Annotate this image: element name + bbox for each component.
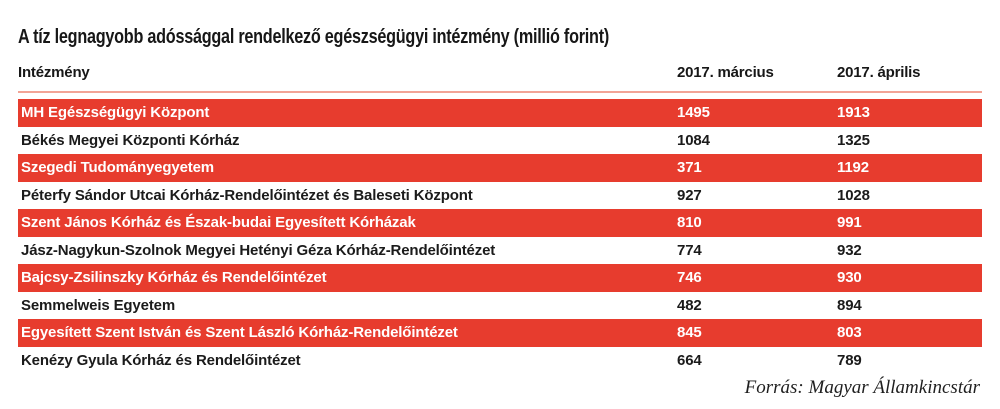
institution-name: Semmelweis Egyetem [21, 296, 176, 314]
table-header [0, 64, 1000, 82]
value-april: 803 [837, 324, 862, 341]
value-april: 1913 [837, 104, 870, 121]
table-row [18, 237, 982, 265]
institution-name: Szent János Kórház és Észak-budai Egyesített Kórházak [21, 214, 416, 231]
value-march: 482 [677, 296, 702, 314]
institution-name: Szegedi Tudományegyetem [21, 159, 214, 176]
column-header-april: 2017. április [837, 64, 921, 81]
institution-name: Bajcsy-Zsilinszky Kórház és Rendelőintézet [21, 269, 327, 286]
institution-name: MH Egészségügyi Központ [21, 104, 210, 121]
value-march: 927 [677, 186, 702, 204]
institution-name: Jász-Nagykun-Szolnok Megyei Hetényi Géza Kórház-Rendelőintézet [21, 241, 496, 259]
value-april: 932 [837, 241, 862, 259]
table-row [18, 264, 982, 292]
value-april: 1192 [837, 159, 869, 176]
table-row [18, 154, 982, 182]
value-april: 930 [837, 269, 862, 286]
column-header-march: 2017. március [677, 64, 774, 81]
table-row [18, 292, 982, 320]
value-march: 774 [677, 241, 702, 259]
value-april: 1028 [837, 186, 870, 204]
table-body [0, 99, 1000, 374]
table-row [18, 209, 982, 237]
institution-name: Egyesített Szent István és Szent László Kórház-Rendelőintézet [21, 324, 458, 341]
institution-name: Péterfy Sándor Utcai Kórház-Rendelőintézet és Baleseti Központ [21, 186, 473, 204]
table-row [18, 319, 982, 347]
value-april: 991 [837, 214, 862, 231]
value-march: 1495 [677, 104, 710, 121]
institution-name: Kenézy Gyula Kórház és Rendelőintézet [21, 351, 301, 369]
header-divider-line [18, 91, 982, 93]
institution-name: Békés Megyei Központi Kórház [21, 131, 240, 149]
table-row [18, 347, 982, 375]
table-row [18, 127, 982, 155]
value-april: 1325 [837, 131, 870, 149]
value-march: 810 [677, 214, 702, 231]
value-march: 371 [677, 159, 702, 176]
value-march: 664 [677, 351, 702, 369]
table-row [18, 99, 982, 127]
source-credit: Forrás: Magyar Államkincstár [744, 377, 980, 398]
value-march: 1084 [677, 131, 710, 149]
column-header-institution: Intézmény [18, 64, 90, 81]
value-april: 789 [837, 351, 862, 369]
value-april: 894 [837, 296, 862, 314]
value-march: 746 [677, 269, 702, 286]
value-march: 845 [677, 324, 702, 341]
table-row [18, 182, 982, 210]
page-title: A tíz legnagyobb adóssággal rendelkező egészségügyi intézmény (millió forint) [18, 26, 610, 48]
